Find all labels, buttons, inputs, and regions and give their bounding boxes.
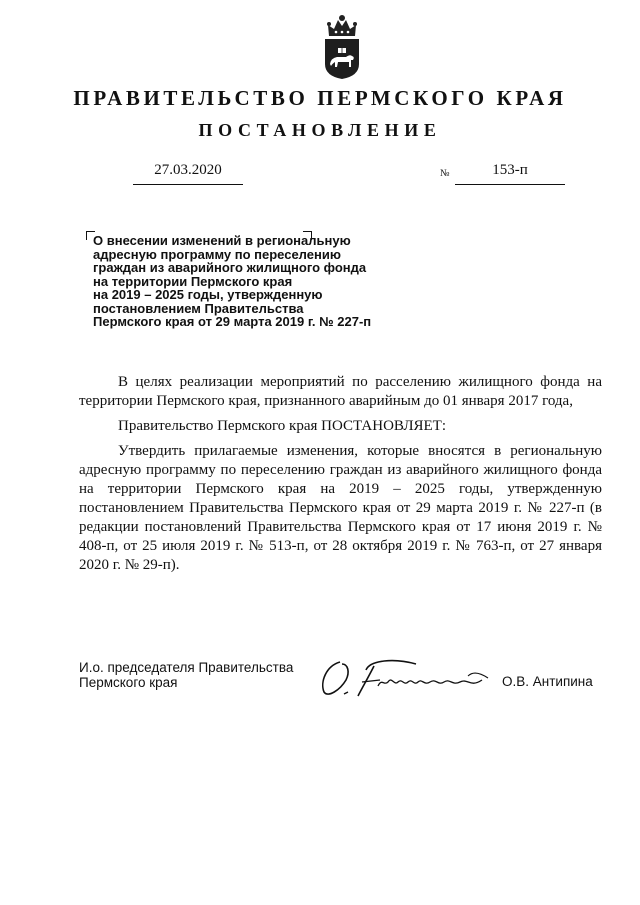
document-subject: [93, 234, 423, 329]
government-title: ПРАВИТЕЛЬСТВО ПЕРМСКОГО КРАЯ: [73, 86, 567, 110]
subject-line: граждан из аварийного жилищного фонда: [93, 260, 367, 275]
position-line: И.о. председателя Правительства: [79, 660, 294, 675]
document-type: ПОСТАНОВЛЕНИЕ: [198, 120, 442, 140]
body-paragraph-resolution: Правительство Пермского края ПОСТАНОВЛЯЕТ:: [118, 418, 447, 434]
perm-krai-coat-of-arms-icon: [321, 12, 363, 80]
body-paragraph-purpose: В целях реализации мероприятий по расселению жилищного фонда на территории Пермского края, признанного аварийным до 01 января 2017 года,: [79, 374, 602, 409]
number-sign: №: [440, 168, 450, 179]
document-number: 153-п: [455, 158, 565, 185]
document-date: 27.03.2020: [133, 158, 243, 185]
subject-line: на территории Пермского края: [93, 273, 293, 289]
subject-line: постановлением Правительства: [93, 300, 304, 316]
subject-line: Пермского края от 29 марта 2019 г. № 227-п: [93, 314, 372, 329]
signatory-position: [79, 660, 293, 690]
signature-icon: [318, 656, 500, 698]
subject-line: на 2019 – 2025 годы, утвержденную: [93, 287, 323, 302]
position-line: Пермского края: [79, 675, 178, 690]
subject-line: адресную программу по переселению: [93, 246, 341, 262]
body-paragraph-approval: Утвердить прилагаемые изменения, которые вносятся в региональную адресную программу по переселению граждан из аварийного жилищного фонда на территории Пермского края на 2019 – 2025 годы, утвержденную постановлением Правительства Пермского края от 29 марта 2019 г. № 227-п (в редакции постановлений Правительства Пермского края от 17 июня 2019 г. № 408-п, от 25 июля 2019 г. № 513-п, от 28 октября 2019 г. № 763-п, от 27 января 2020 г. № 29-п).: [79, 443, 602, 573]
signatory-name: О.В. Антипина: [502, 674, 593, 689]
document-body: [79, 373, 602, 581]
subject-line: О внесении изменений в региональную: [93, 233, 351, 248]
